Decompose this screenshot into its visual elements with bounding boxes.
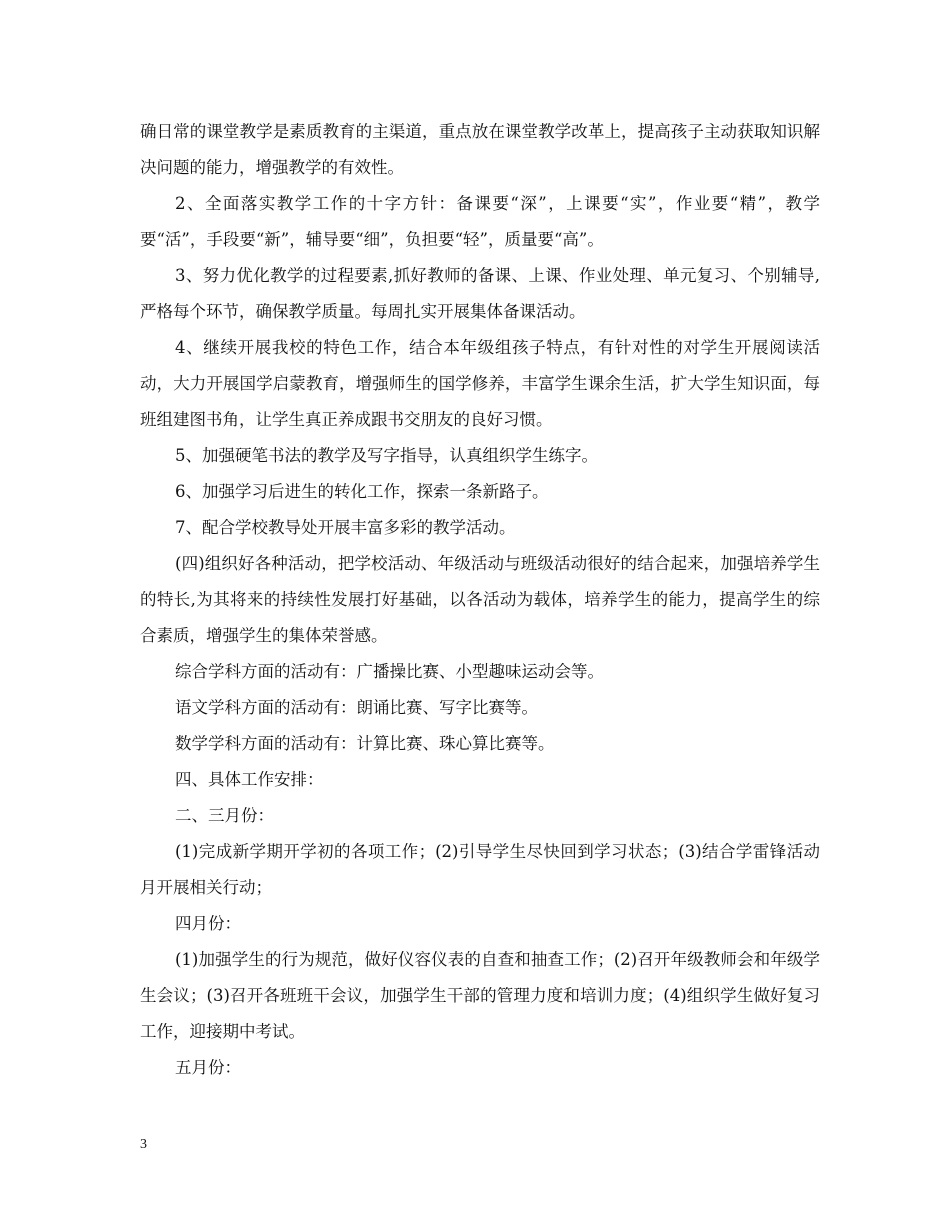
paragraph: 4、继续开展我校的特色工作，结合本年级组孩子特点，有针对性的对学生开展阅读活动，大力开展国学启蒙教育，增强师生的国学修养，丰富学生课余生活，扩大学生知识面，每班组建图书角，让学生真正养成跟书交朋友的良好习惯。 (140, 338, 820, 429)
paragraph: 3、努力优化教学的过程要素,抓好教师的备课、上课、作业处理、单元复习、个别辅导,严格每个环节，确保教学质量。每周扎实开展集体备课活动。 (140, 266, 820, 321)
paragraph: 语文学科方面的活动有：朗诵比赛、写字比赛等。 (175, 698, 538, 717)
paragraph: 5、加强硬笔书法的教学及写字指导，认真组织学生练字。 (175, 446, 598, 465)
paragraph: 综合学科方面的活动有：广播操比赛、小型趣味运动会等。 (175, 662, 604, 681)
paragraph: 确日常的课堂教学是素质教育的主渠道，重点放在课堂教学改革上，提高孩子主动获取知识解决问题的能力，增强教学的有效性。 (140, 122, 820, 177)
paragraph: 7、配合学校教导处开展丰富多彩的教学活动。 (175, 518, 516, 537)
month-heading: 五月份： (175, 1058, 241, 1077)
month-heading: 二、三月份： (175, 806, 274, 825)
document-body (140, 114, 820, 1086)
page-number: 3 (140, 1137, 147, 1152)
paragraph: 数学学科方面的活动有：计算比赛、珠心算比赛等。 (175, 734, 555, 753)
section-heading: 四、具体工作安排： (175, 770, 324, 789)
paragraph: (1)加强学生的行为规范，做好仪容仪表的自查和抽查工作；(2)召开年级教师会和年级学生会议；(3)召开各班班干会议，加强学生干部的管理力度和培训力度；(4)组织学生做好复习工作，迎接期中考试。 (140, 950, 820, 1041)
paragraph: (1)完成新学期开学初的各项工作；(2)引导学生尽快回到学习状态；(3)结合学雷锋活动月开展相关行动； (140, 842, 820, 897)
month-heading: 四月份： (175, 914, 241, 933)
paragraph: 6、加强学习后进生的转化工作，探索一条新路子。 (175, 482, 549, 501)
paragraph: (四)组织好各种活动，把学校活动、年级活动与班级活动很好的结合起来，加强培养学生的特长,为其将来的持续性发展打好基础，以各活动为载体，培养学生的能力，提高学生的综合素质，增强学生的集体荣誉感。 (140, 554, 820, 645)
paragraph: 2、全面落实教学工作的十字方针：备课要“深”，上课要“实”，作业要“精”，教学要“活”，手段要“新”，辅导要“细”，负担要“轻”，质量要“高”。 (140, 194, 820, 249)
